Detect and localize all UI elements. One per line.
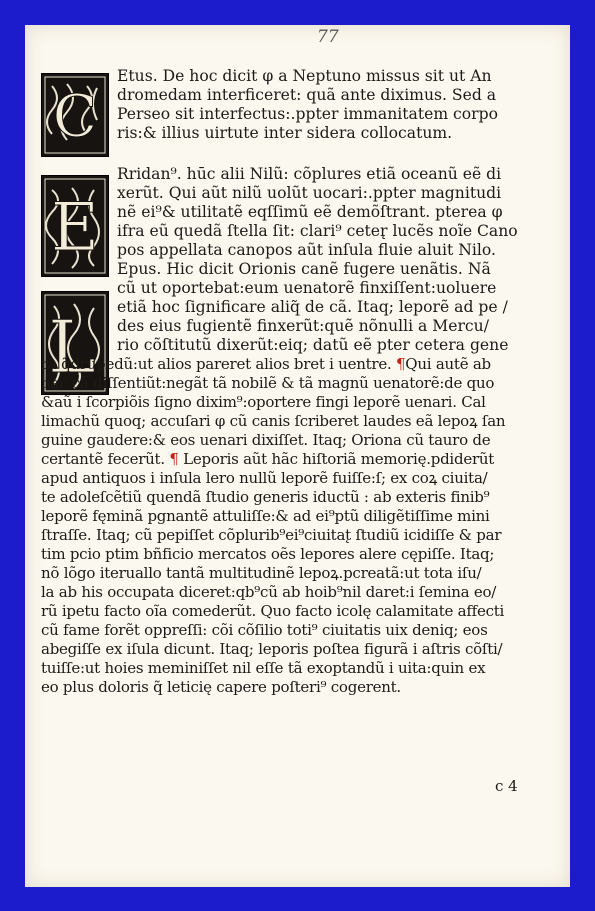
text-line: eo plus doloris q̃ leticię capere poſteri⁹ cogerent. xyxy=(41,678,401,696)
text-line: &aũ i ſcorpiõis ſigno dixim⁹:oportere fingi leporẽ uenari. Cal xyxy=(41,393,486,411)
text-line: rio cõſtitutũ dixerũt:eiq; datũ eẽ pter cetera gene xyxy=(117,336,509,354)
text-line: Epus. Hic dicit Orionis canẽ fugere uenãtis. Nã xyxy=(117,260,491,278)
text-line: ra q̃drupedũ:ut alios pareret alios bret i uentre. ¶Qui autẽ ab xyxy=(41,355,491,373)
paragraph-eridanus xyxy=(117,165,518,355)
text-line: limachũ quoq; accuſari φ cũ canis ſcriberet laudes eã lepoꝝ ſan xyxy=(41,412,506,430)
text-line: tuiſſe:ut hoies meminiſſet nil eſſe tã exoptandũ i uita:quin ex xyxy=(41,659,486,677)
book-page xyxy=(25,25,570,887)
text-line: ſtraſſe. Itaq; cũ pepiſſet cõplurib⁹ei⁹ciuitat̨ ſtudiũ icidiſſe & par xyxy=(41,526,502,544)
text-line: etiã hoc ſignificare aliq̃ de cã. Itaq; leporẽ ad pe / xyxy=(117,298,508,316)
text-line: leporẽ fęminã pgnantẽ attuliſſe:& ad ei⁹ptũ diligẽtiſſime mini xyxy=(41,507,490,525)
text-line: dromedam interficeret: quã ante diximus. Sed a xyxy=(117,86,497,104)
text-line: rũ ipetu facto oĩa comederũt. Quo facto icolę calamitate affecti xyxy=(41,602,505,620)
text-line: abegiſſe ex iſula dicunt. Itaq; leporis poſtea figurã i aſtris cõſti/ xyxy=(41,640,503,658)
initial-e-letter: E xyxy=(50,189,100,266)
scan-frame xyxy=(12,12,583,899)
pilcrow-rubric-mark: ¶ xyxy=(396,355,406,373)
text-line: guine gaudere:& eos uenari dixiſſet. Itaq; Oriona cũ tauro de xyxy=(41,431,491,449)
decorated-initial-c xyxy=(41,73,109,157)
text-line: certantẽ fecerũt. ¶ Leporis aũt hãc hiſtoriã memorię.pdiderũt xyxy=(41,450,495,468)
text-line: cũ ut oportebat:eum uenatorẽ finxiſſent:uoluere xyxy=(117,279,497,297)
printer-signature-mark: c 4 xyxy=(495,777,518,795)
text-line: des eius fugientẽ finxerũt:quẽ nõnulli a Mercu/ xyxy=(117,317,489,335)
text-line: apud antiquos i inſula lero nullũ leporẽ fuiſſe:ſ; ex coꝝ ciuita/ xyxy=(41,469,488,487)
text-line: nẽ ei⁹& utilitatẽ eqſſimũ eẽ demõſtrant. ptereа φ xyxy=(117,203,503,221)
text-line: ris:& illius uirtute inter sidera collocatum. xyxy=(117,124,453,142)
initial-c-letter: C xyxy=(52,82,98,150)
text-line: Etus. De hoc dicit φ a Neptuno missus sit ut An xyxy=(117,67,492,85)
text-line: xerũt. Qui aũt nilũ uolũt uocari:.ppter magnitudi xyxy=(117,184,502,202)
text-line: Rridan⁹. hūc alii Nilũ: cõplures etiã oceanũ eẽ di xyxy=(117,165,502,183)
text-line: nõ lõgo iteruallo tantã multitudinẽ lepoꝝ.pcreatã:ut tota iſu/ xyxy=(41,564,482,582)
pilcrow-rubric-mark: ¶ xyxy=(169,450,179,468)
text-line: ifra eũ quedã ſtella ſit: clari⁹ ceter̨ lucẽs noĩe Cano xyxy=(117,222,518,240)
paragraph-cetus xyxy=(117,67,498,143)
folio-number: 77 xyxy=(317,27,339,47)
text-line: tim pcio ptim bñficio mercatos oẽs lepores alere cępiſſe. Itaq; xyxy=(41,545,495,563)
text-line: la ab his occupata diceret:qb⁹cũ ab hoib⁹nil daret:i ſemina eo/ xyxy=(41,583,497,601)
decorated-initial-e xyxy=(41,175,109,277)
text-line: Perseo sit interfectus:.ppter immanitatem corpo xyxy=(117,105,499,123)
text-line: hac cã diſſentiũt:negãt tã nobilẽ & tã magnũ uenatorẽ:de quo xyxy=(41,374,495,392)
initial-l-letter: L xyxy=(48,305,96,389)
text-line: pos appellata canopos aũt inſula fluie aluit Nilo. xyxy=(117,241,496,259)
text-line: te adoleſcẽtiũ quendã ſtudio generis iductũ : ab exteris finib⁹ xyxy=(41,488,490,506)
text-line: cũ fame forẽt oppreſſi: cõi cõſilio toti⁹ ciuitatis uix deniq; eos xyxy=(41,621,488,639)
paragraph-lepus-continued xyxy=(41,355,505,697)
